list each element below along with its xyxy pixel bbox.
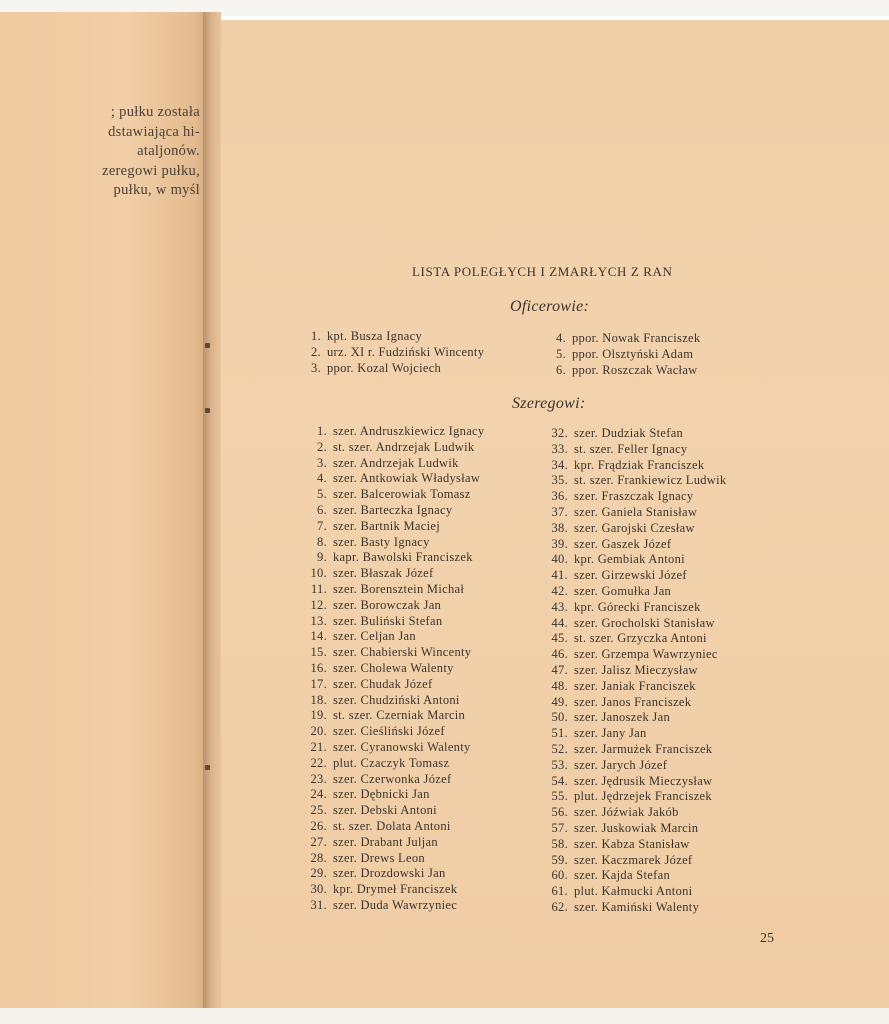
list-item-name: szer. Jarych Józef bbox=[574, 757, 668, 772]
list-item bbox=[547, 758, 726, 774]
privates-list-right bbox=[547, 426, 726, 916]
list-item-number: 4. bbox=[556, 331, 566, 345]
list-item-name: ppor. Olsztyński Adam bbox=[572, 346, 694, 361]
list-item-name: szer. Buliński Stefan bbox=[333, 613, 443, 628]
list-item bbox=[547, 616, 726, 632]
list-item-number: 57. bbox=[551, 820, 568, 835]
list-item bbox=[547, 789, 726, 805]
list-item bbox=[306, 882, 484, 898]
list-item-name: szer. Duda Wawrzyniec bbox=[333, 897, 458, 912]
list-item bbox=[547, 584, 726, 600]
list-item bbox=[547, 458, 726, 474]
list-item-name: plut. Czaczyk Tomasz bbox=[333, 755, 450, 770]
list-item bbox=[547, 805, 726, 821]
list-item bbox=[547, 631, 726, 647]
list-item-number: 45. bbox=[551, 631, 568, 646]
list-item-number: 23. bbox=[310, 771, 327, 786]
list-item-number: 61. bbox=[551, 884, 568, 899]
list-item bbox=[547, 726, 726, 742]
list-item-number: 3. bbox=[311, 360, 321, 375]
list-item-number: 5. bbox=[556, 346, 566, 361]
list-item-name: urz. XI r. Fudziński Wincenty bbox=[327, 344, 485, 359]
list-item-number: 58. bbox=[551, 836, 568, 851]
list-item bbox=[300, 345, 484, 361]
list-item-number: 6. bbox=[317, 502, 327, 517]
list-item bbox=[547, 821, 726, 837]
list-item-name: szer. Andrzejak Ludwik bbox=[333, 455, 459, 470]
list-item bbox=[306, 898, 484, 914]
page-number: 25 bbox=[760, 931, 774, 946]
list-item bbox=[547, 647, 726, 663]
list-item bbox=[547, 552, 726, 568]
list-item-number: 56. bbox=[551, 805, 568, 820]
left-line-2: dstawiająca hi- bbox=[108, 123, 200, 140]
list-item-number: 49. bbox=[551, 694, 568, 709]
list-item-name: szer. Janos Franciszek bbox=[574, 694, 692, 709]
list-item-name: szer. Kabza Stanisław bbox=[574, 836, 690, 851]
list-item bbox=[306, 614, 484, 630]
list-item bbox=[547, 837, 726, 853]
list-item-name: szer. Bartnik Maciej bbox=[333, 518, 441, 533]
list-item-name: szer. Jędrusik Mieczysław bbox=[574, 773, 713, 788]
list-item bbox=[547, 521, 726, 537]
list-item-number: 34. bbox=[551, 457, 568, 472]
list-item-number: 16. bbox=[310, 660, 327, 675]
list-item bbox=[306, 487, 484, 503]
list-item-number: 33. bbox=[551, 441, 568, 456]
list-item-name: szer. Czerwonka Józef bbox=[333, 771, 452, 786]
list-item-number: 48. bbox=[551, 678, 568, 693]
officers-heading: Oficerowie: bbox=[510, 298, 590, 315]
list-item-number: 41. bbox=[551, 568, 568, 583]
list-item bbox=[306, 424, 484, 440]
list-item-name: plut. Jędrzejek Franciszek bbox=[574, 789, 712, 804]
book-spine bbox=[203, 12, 221, 1010]
list-item-name: ppor. Nowak Franciszek bbox=[572, 331, 701, 345]
list-item-number: 14. bbox=[310, 629, 327, 644]
list-item-name: szer. Borowczak Jan bbox=[333, 597, 442, 612]
list-item bbox=[306, 598, 484, 614]
list-item-number: 36. bbox=[551, 489, 568, 504]
list-item bbox=[306, 724, 484, 740]
left-page-text-fragment bbox=[0, 103, 200, 201]
list-item-number: 32. bbox=[551, 426, 568, 440]
list-item bbox=[306, 756, 484, 772]
list-item-name: kpr. Gembiak Antoni bbox=[574, 552, 685, 567]
list-item-number: 59. bbox=[551, 852, 568, 867]
list-item bbox=[306, 661, 484, 677]
list-item-name: szer. Drozdowski Jan bbox=[333, 866, 446, 881]
list-item-name: szer. Debski Antoni bbox=[333, 803, 437, 818]
list-item-number: 1. bbox=[317, 424, 327, 438]
list-item-number: 22. bbox=[310, 755, 327, 770]
list-item bbox=[306, 645, 484, 661]
list-item bbox=[547, 489, 726, 505]
list-item-name: szer. Chabierski Wincenty bbox=[333, 645, 472, 660]
list-item bbox=[547, 473, 726, 489]
list-item bbox=[306, 693, 484, 709]
list-item-name: st. szer. Dolata Antoni bbox=[333, 818, 451, 833]
list-item bbox=[545, 331, 700, 347]
list-item-number: 27. bbox=[310, 834, 327, 849]
list-item-number: 2. bbox=[317, 439, 327, 454]
list-item-number: 50. bbox=[551, 710, 568, 725]
list-item-number: 51. bbox=[551, 726, 568, 741]
list-item bbox=[306, 440, 484, 456]
privates-list-left bbox=[306, 424, 484, 914]
list-item-number: 13. bbox=[310, 613, 327, 628]
list-item bbox=[306, 772, 484, 788]
list-item bbox=[300, 361, 484, 377]
list-item-number: 35. bbox=[551, 473, 568, 488]
list-item bbox=[306, 835, 484, 851]
list-item bbox=[306, 582, 484, 598]
list-item-name: szer. Cieśliński Józef bbox=[333, 724, 445, 739]
list-item bbox=[547, 568, 726, 584]
list-item-number: 54. bbox=[551, 773, 568, 788]
list-item-number: 4. bbox=[317, 471, 327, 486]
list-item-number: 29. bbox=[310, 866, 327, 881]
list-item bbox=[547, 710, 726, 726]
list-item bbox=[306, 866, 484, 882]
list-item-number: 43. bbox=[551, 599, 568, 614]
list-item-number: 28. bbox=[310, 850, 327, 865]
list-item-number: 62. bbox=[551, 899, 568, 914]
list-item-number: 39. bbox=[551, 536, 568, 551]
list-item-number: 55. bbox=[551, 789, 568, 804]
list-item-name: szer. Jany Jan bbox=[574, 726, 647, 741]
list-item-name: szer. Jarmużek Franciszek bbox=[574, 741, 713, 756]
list-item bbox=[306, 519, 484, 535]
left-line-1: ; pułku została bbox=[110, 104, 200, 120]
list-item bbox=[306, 566, 484, 582]
list-item-name: ppor. Kozal Wojciech bbox=[327, 360, 442, 375]
list-item bbox=[300, 329, 484, 345]
list-item-number: 11. bbox=[310, 581, 327, 596]
list-item bbox=[306, 803, 484, 819]
list-item-name: szer. Kaczmarek Józef bbox=[574, 852, 693, 867]
list-item-name: st. szer. Grzyczka Antoni bbox=[574, 631, 707, 646]
scan-background-bottom bbox=[0, 1008, 889, 1024]
list-item bbox=[547, 426, 726, 442]
list-item bbox=[306, 819, 484, 835]
list-item-number: 44. bbox=[551, 615, 568, 630]
list-item-name: szer. Cyranowski Walenty bbox=[333, 739, 471, 754]
list-item-number: 42. bbox=[551, 583, 568, 598]
officers-list-left bbox=[300, 329, 484, 376]
list-item-name: szer. Jóźwiak Jakób bbox=[574, 805, 679, 820]
list-item-name: szer. Grocholski Stanisław bbox=[574, 615, 715, 630]
list-item-number: 2. bbox=[311, 344, 321, 359]
list-item-number: 60. bbox=[551, 868, 568, 883]
list-item-name: kpt. Busza Ignacy bbox=[327, 329, 423, 343]
list-item-name: kpr. Frądziak Franciszek bbox=[574, 457, 705, 472]
list-item-name: szer. Chudak Józef bbox=[333, 676, 433, 691]
list-item-name: st. szer. Frankiewicz Ludwik bbox=[574, 473, 727, 488]
left-line-4: zeregowi pułku, bbox=[102, 162, 200, 179]
list-item-name: szer. Andruszkiewicz Ignacy bbox=[333, 424, 485, 438]
list-item-number: 3. bbox=[317, 455, 327, 470]
list-item bbox=[545, 363, 700, 379]
list-item bbox=[547, 537, 726, 553]
list-item-number: 1. bbox=[311, 329, 321, 343]
list-item bbox=[547, 868, 726, 884]
list-item-name: szer. Janiak Franciszek bbox=[574, 678, 696, 693]
list-item-name: szer. Kajda Stefan bbox=[574, 868, 670, 883]
list-item-name: szer. Basty Ignacy bbox=[333, 534, 430, 549]
list-item-name: szer. Kamiński Walenty bbox=[574, 899, 700, 914]
staple-mark-middle bbox=[205, 408, 210, 413]
list-item-number: 31. bbox=[310, 897, 327, 912]
list-item bbox=[547, 742, 726, 758]
list-item-number: 47. bbox=[551, 662, 568, 677]
list-item-number: 40. bbox=[551, 552, 568, 567]
list-item-name: szer. Garojski Czesław bbox=[574, 520, 695, 535]
list-item-name: szer. Balcerowiak Tomasz bbox=[333, 487, 471, 502]
list-item-name: szer. Cholewa Walenty bbox=[333, 660, 454, 675]
document-title: LISTA POLEGŁYCH I ZMARŁYCH Z RAN bbox=[412, 264, 673, 279]
list-item-number: 19. bbox=[310, 708, 327, 723]
list-item bbox=[547, 505, 726, 521]
list-item bbox=[306, 629, 484, 645]
list-item-name: szer. Fraszczak Ignacy bbox=[574, 489, 694, 504]
list-item bbox=[547, 774, 726, 790]
list-item-number: 30. bbox=[310, 882, 327, 897]
list-item-name: szer. Błaszak Józef bbox=[333, 566, 434, 581]
list-item-name: szer. Janoszek Jan bbox=[574, 710, 670, 725]
list-item-name: kapr. Bawolski Franciszek bbox=[333, 550, 473, 565]
list-item bbox=[547, 884, 726, 900]
list-item bbox=[547, 663, 726, 679]
list-item-name: kpr. Drymeł Franciszek bbox=[333, 882, 458, 897]
list-item-number: 9. bbox=[317, 550, 327, 565]
list-item-number: 10. bbox=[310, 566, 327, 581]
list-item-number: 24. bbox=[310, 787, 327, 802]
list-item-number: 12. bbox=[310, 597, 327, 612]
list-item-name: szer. Ganiela Stanisław bbox=[574, 504, 698, 519]
list-item-name: szer. Girzewski Józef bbox=[574, 568, 687, 583]
list-item-name: szer. Grzempa Wawrzyniec bbox=[574, 647, 718, 662]
list-item-number: 5. bbox=[317, 487, 327, 502]
list-item-number: 17. bbox=[310, 676, 327, 691]
list-item bbox=[306, 503, 484, 519]
list-item-number: 26. bbox=[310, 818, 327, 833]
list-item bbox=[545, 347, 700, 363]
list-item bbox=[306, 787, 484, 803]
list-item-name: szer. Barteczka Ignacy bbox=[333, 502, 453, 517]
list-item bbox=[306, 851, 484, 867]
list-item-name: st. szer. Czerniak Marcin bbox=[333, 708, 466, 723]
list-item-number: 38. bbox=[551, 520, 568, 535]
list-item-name: szer. Gaszek Józef bbox=[574, 536, 672, 551]
list-item-name: szer. Dudziak Stefan bbox=[574, 426, 684, 440]
list-item bbox=[306, 550, 484, 566]
list-item-number: 8. bbox=[317, 534, 327, 549]
list-item-number: 46. bbox=[551, 647, 568, 662]
left-line-3: ataljonów. bbox=[137, 143, 200, 159]
list-item bbox=[306, 740, 484, 756]
list-item-name: plut. Kałmucki Antoni bbox=[574, 884, 693, 899]
list-item-number: 15. bbox=[310, 645, 327, 660]
list-item bbox=[306, 708, 484, 724]
staple-mark-top bbox=[205, 343, 210, 348]
list-item-number: 18. bbox=[310, 692, 327, 707]
list-item-name: st. szer. Andrzejak Ludwik bbox=[333, 439, 475, 454]
list-item-name: szer. Drabant Juljan bbox=[333, 834, 438, 849]
list-item-number: 20. bbox=[310, 724, 327, 739]
list-item-name: st. szer. Feller Ignacy bbox=[574, 441, 688, 456]
officers-list-right bbox=[545, 331, 700, 378]
list-item-name: szer. Gomułka Jan bbox=[574, 583, 672, 598]
list-item-name: szer. Jalisz Mieczysław bbox=[574, 662, 698, 677]
list-item bbox=[306, 677, 484, 693]
list-item bbox=[547, 442, 726, 458]
list-item-name: szer. Juskowiak Marcin bbox=[574, 820, 699, 835]
list-item-number: 7. bbox=[317, 518, 327, 533]
list-item-name: szer. Borensztein Michał bbox=[333, 581, 465, 596]
list-item-number: 21. bbox=[310, 739, 327, 754]
list-item bbox=[306, 535, 484, 551]
list-item bbox=[547, 679, 726, 695]
list-item-number: 37. bbox=[551, 504, 568, 519]
list-item bbox=[547, 900, 726, 916]
list-item-number: 53. bbox=[551, 757, 568, 772]
list-item-name: ppor. Roszczak Wacław bbox=[572, 362, 698, 377]
list-item-name: szer. Celjan Jan bbox=[333, 629, 416, 644]
privates-heading: Szeregowi: bbox=[512, 395, 586, 412]
list-item-number: 25. bbox=[310, 803, 327, 818]
list-item bbox=[306, 456, 484, 472]
left-line-5: pułku, w myśl bbox=[113, 182, 200, 198]
list-item-name: szer. Dębnicki Jan bbox=[333, 787, 430, 802]
list-item-name: szer. Drews Leon bbox=[333, 850, 425, 865]
list-item-name: szer. Antkowiak Władysław bbox=[333, 471, 481, 486]
list-item bbox=[306, 471, 484, 487]
list-item-name: kpr. Górecki Franciszek bbox=[574, 599, 701, 614]
list-item bbox=[547, 600, 726, 616]
staple-mark-bottom bbox=[205, 765, 210, 770]
list-item-number: 52. bbox=[551, 741, 568, 756]
list-item bbox=[547, 695, 726, 711]
list-item-number: 6. bbox=[556, 362, 566, 377]
list-item-name: szer. Chudziński Antoni bbox=[333, 692, 460, 707]
list-item bbox=[547, 853, 726, 869]
